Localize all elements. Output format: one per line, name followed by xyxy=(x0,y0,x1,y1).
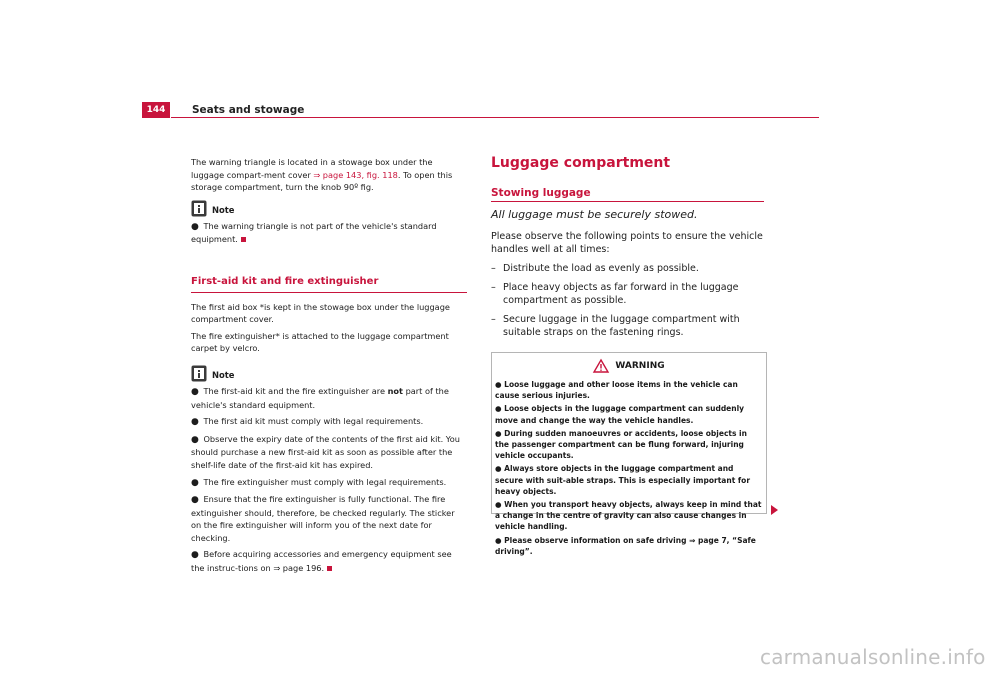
bullet-dot-icon: ● xyxy=(495,428,502,438)
right-column xyxy=(491,230,766,339)
note-bullet xyxy=(191,415,467,429)
warning-heading xyxy=(492,359,766,373)
warning-triangle-icon xyxy=(593,359,609,373)
list-item xyxy=(491,281,766,307)
warning-bullet xyxy=(495,499,763,533)
intro-paragraph xyxy=(191,156,467,194)
header-title: Seats and stowage xyxy=(192,104,305,116)
bullet-dot-icon: ● xyxy=(191,221,199,232)
note-bullet xyxy=(191,433,467,472)
bullet-text: The first-aid kit and the fire extinguisher are xyxy=(203,385,388,396)
bullet-text: Ensure that the fire extinguisher is fully functional. The fire extinguisher should, therefore, be checked regularly. The sticker on the fire extinguisher will inform you of the next date for checking. xyxy=(191,494,455,543)
bullet-text: Please observe information on safe driving ⇒ page 7, “Safe driving”. xyxy=(495,535,756,556)
bullet-text: During sudden manoeuvres or accidents, loose objects in the passenger compartment can be flung forward, injuring vehicle occupants. xyxy=(495,428,747,461)
section-end-icon xyxy=(241,237,246,242)
bullet-text: Loose objects in the luggage compartment can suddenly move and change the way the vehicle handles. xyxy=(495,404,745,425)
bullet-dot-icon: ● xyxy=(495,535,502,545)
note-icon xyxy=(191,365,207,382)
bullet-dot-icon: ● xyxy=(495,464,502,474)
note-heading xyxy=(191,365,467,382)
intro-text: The warning triangle is located in a stowage box under the luggage compart-ment cover xyxy=(191,157,433,180)
list-item xyxy=(491,313,766,339)
section-lead: All luggage must be securely stowed. xyxy=(491,208,698,221)
bullet-dot-icon: ● xyxy=(495,404,502,414)
section-title: First-aid kit and fire extinguisher xyxy=(191,276,467,293)
list-item-text: Secure luggage in the luggage compartment with suitable straps on the fastening rings. xyxy=(503,314,740,338)
page-number: 144 xyxy=(142,102,170,118)
bullet-dot-icon: ● xyxy=(495,380,502,389)
paragraph: The fire extinguisher* is attached to the luggage compartment carpet by velcro. xyxy=(191,330,449,354)
note-label: Note xyxy=(212,370,235,381)
bullet-text: The fire extinguisher must comply with legal requirements. xyxy=(203,476,447,487)
bullet-text: Always store objects in the luggage compartment and secure with suit-able straps. This is especially important for heavy objects. xyxy=(495,464,751,496)
bullet-text: Before acquiring accessories and emergency equipment see the instruc-tions on ⇒ page 196. xyxy=(191,549,452,574)
bullet-text: When you transport heavy objects, always keep in mind that a change in the centre of gravity can also cause changes in vehicle handling. xyxy=(495,500,762,532)
note-bullet xyxy=(191,385,467,411)
paragraph: The first aid box *is kept in the stowage box under the luggage compartment cover. xyxy=(191,301,450,325)
bullet-dot-icon: ● xyxy=(191,550,199,561)
dash-icon: – xyxy=(491,314,496,325)
bullet-text: The first aid kit must comply with legal requirements. xyxy=(203,416,424,427)
intro-paragraph: Please observe the following points to ensure the vehicle handles well at all times: xyxy=(491,231,763,255)
warning-bullet xyxy=(495,403,763,425)
list-item xyxy=(491,262,766,275)
section-heading: Stowing luggage xyxy=(491,187,764,202)
bullet-dot-icon: ● xyxy=(191,386,199,397)
note-bullet xyxy=(191,493,467,544)
next-page-arrow-icon[interactable] xyxy=(771,505,778,515)
bullet-text: The warning triangle is not part of the vehicle's standard equipment. xyxy=(191,220,437,245)
warning-label: WARNING xyxy=(615,361,665,371)
bullet-dot-icon: ● xyxy=(191,495,199,506)
note-heading xyxy=(191,200,467,217)
warning-text xyxy=(492,379,766,557)
warning-bullet xyxy=(495,379,763,401)
note-icon xyxy=(191,200,207,217)
section-end-icon xyxy=(327,566,332,571)
list-item-text: Place heavy objects as far forward in the luggage compartment as possible. xyxy=(503,282,739,306)
header-rule xyxy=(171,117,819,118)
dash-icon: – xyxy=(491,282,496,293)
bullet-text: Observe the expiry date of the contents of the first aid kit. You should purchase a new first-aid kit as soon as possible after the shelf-life date of the first-aid kit has expired. xyxy=(191,433,460,470)
bullet-dot-icon: ● xyxy=(191,434,199,445)
note-bullet xyxy=(191,220,467,246)
warning-bullet xyxy=(495,428,763,462)
list-item-text: Distribute the load as evenly as possible. xyxy=(503,263,699,274)
page-link[interactable]: ⇒ page 143, fig. 118 xyxy=(313,169,398,180)
bullet-text: Loose luggage and other loose items in the vehicle can cause serious injuries. xyxy=(495,380,738,401)
warning-bullet xyxy=(495,535,763,557)
warning-box xyxy=(491,352,767,556)
dash-icon: – xyxy=(491,263,496,274)
warning-bullet xyxy=(495,463,763,497)
bullet-text: part of the vehicle's standard equipment. xyxy=(191,385,449,410)
bullet-emphasis: not xyxy=(387,385,403,396)
watermark: carmanualsonline.info xyxy=(760,645,986,669)
bullet-dot-icon: ● xyxy=(495,500,502,510)
chapter-heading: Luggage compartment xyxy=(491,155,671,171)
note-bullet xyxy=(191,476,467,490)
bullet-dot-icon: ● xyxy=(191,417,199,428)
bullet-dot-icon: ● xyxy=(191,477,199,488)
note-bullet xyxy=(191,548,467,574)
left-column xyxy=(191,156,467,579)
intro-text-after: . To open this storage compartment, turn the knob 90º fig. xyxy=(191,169,453,193)
note-label: Note xyxy=(212,205,235,216)
